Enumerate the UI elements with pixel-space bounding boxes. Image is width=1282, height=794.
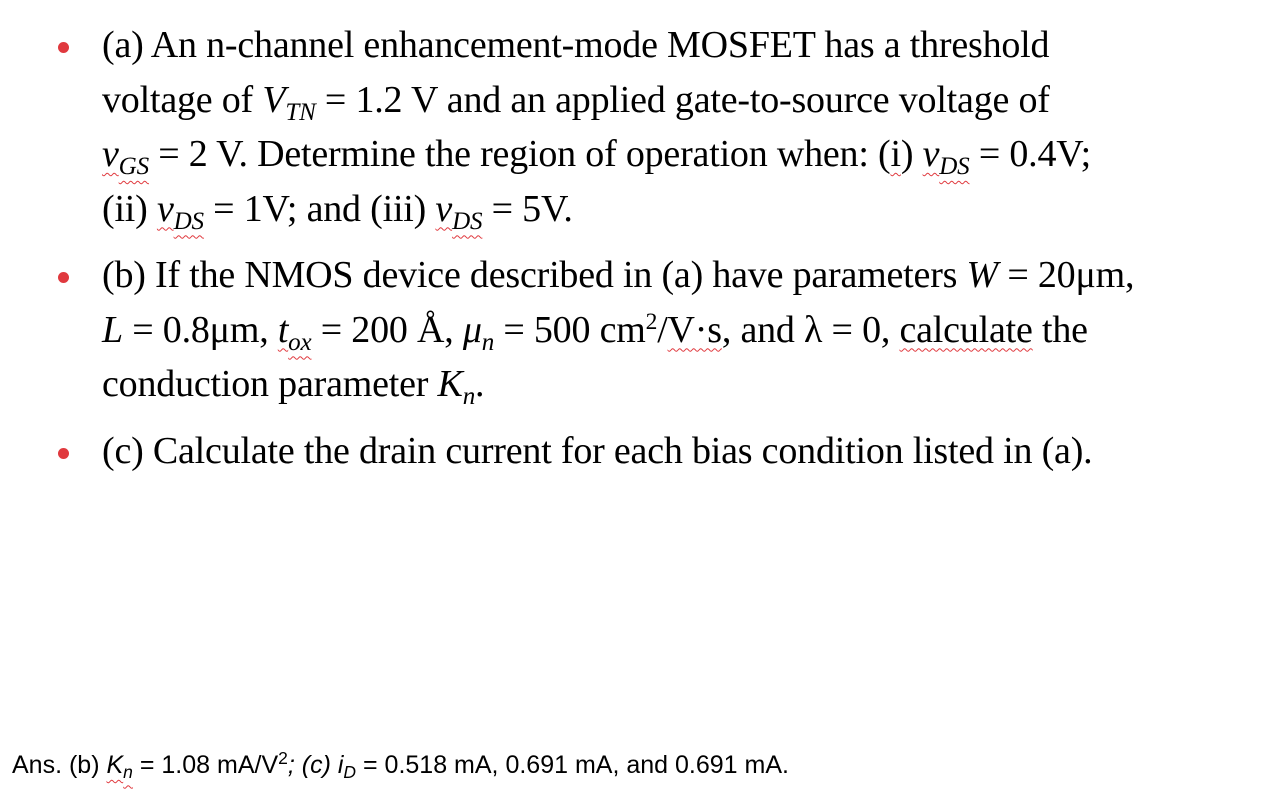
text-line bbox=[102, 18, 1268, 73]
subscript: DS bbox=[939, 153, 970, 181]
text-run: v bbox=[102, 133, 119, 175]
text-run: L bbox=[102, 308, 123, 351]
superscript: 2 bbox=[645, 308, 658, 335]
text-line bbox=[102, 303, 1268, 358]
subscript: n bbox=[123, 762, 133, 783]
bullet-text-c bbox=[102, 424, 1268, 479]
text-run: (ii) bbox=[102, 187, 157, 230]
subscript: ox bbox=[288, 328, 312, 356]
text-run: / bbox=[657, 308, 668, 351]
text-line bbox=[102, 182, 1268, 237]
subscript: D bbox=[343, 762, 357, 783]
text-run: , and λ = 0, bbox=[721, 308, 900, 351]
text-run: μ bbox=[462, 308, 482, 351]
bullet-dot bbox=[58, 272, 69, 283]
text-run: = 0.518 mA, 0.691 mA, and 0.691 mA. bbox=[356, 751, 789, 779]
text-line bbox=[102, 424, 1268, 479]
bullet-item-c bbox=[58, 424, 1268, 479]
text-run: = 5V. bbox=[482, 187, 573, 230]
text-run: ) bbox=[900, 133, 923, 175]
bullet-text-b bbox=[102, 248, 1268, 412]
text-line bbox=[102, 248, 1268, 303]
bullet-item-a bbox=[58, 18, 1268, 236]
text-run: V bbox=[262, 78, 286, 121]
text-line bbox=[102, 127, 1268, 182]
text-run: ; (c) bbox=[287, 751, 338, 779]
subscript: n bbox=[481, 328, 495, 356]
text-run: = 2 V. Determine the region of operation when: ( bbox=[148, 133, 891, 175]
text-run: = 1.2 V and an applied gate-to-source voltage of bbox=[315, 78, 1050, 121]
text-line bbox=[102, 357, 1268, 412]
text-run: (a) An n-channel enhancement-mode MOSFET has a threshold bbox=[102, 24, 1050, 66]
text-run: v bbox=[922, 133, 940, 175]
subscript: n bbox=[462, 383, 476, 411]
superscript: 2 bbox=[278, 748, 288, 769]
text-run: v bbox=[156, 187, 174, 230]
answer-line bbox=[12, 745, 789, 785]
bullet-text-a bbox=[102, 18, 1268, 236]
text-run: = 0.4V; bbox=[969, 133, 1092, 175]
text-run: voltage of bbox=[102, 78, 263, 121]
bullet-dot bbox=[58, 448, 69, 459]
subscript: DS bbox=[173, 207, 204, 235]
text-line bbox=[102, 73, 1268, 128]
text-run: = 0.8μm, bbox=[122, 308, 278, 351]
text-run: = 1.08 mA/V bbox=[132, 751, 279, 779]
text-run: i bbox=[337, 751, 344, 779]
text-run: Ans. (b) bbox=[12, 751, 107, 779]
text-run: t bbox=[277, 308, 289, 351]
text-run: V·s bbox=[667, 308, 722, 351]
bullet-dot bbox=[58, 42, 69, 53]
text-run: the bbox=[1032, 308, 1088, 351]
subscript: GS bbox=[118, 153, 149, 181]
text-run: v bbox=[435, 187, 453, 230]
text-run: (c) Calculate the drain current for each bias condition listed in (a). bbox=[102, 429, 1093, 472]
text-run: conduction parameter bbox=[102, 363, 438, 405]
text-run: = 200 Å, bbox=[311, 308, 463, 351]
text-run: K bbox=[437, 363, 463, 405]
text-run: = 1V; and (iii) bbox=[203, 187, 436, 230]
bullet-list bbox=[58, 18, 1268, 490]
text-run: = 500 cm bbox=[494, 308, 646, 351]
text-run: K bbox=[106, 751, 124, 779]
bullet-item-b bbox=[58, 248, 1268, 412]
text-run: W bbox=[966, 254, 999, 296]
text-run: (b) If the NMOS device described in (a) have parameters bbox=[102, 254, 967, 296]
subscript: DS bbox=[452, 207, 483, 235]
text-run: calculate bbox=[899, 308, 1033, 351]
text-run: = 20μm, bbox=[998, 254, 1135, 296]
subscript: TN bbox=[285, 98, 316, 126]
text-run: i bbox=[890, 133, 901, 175]
text-run: . bbox=[475, 363, 485, 405]
